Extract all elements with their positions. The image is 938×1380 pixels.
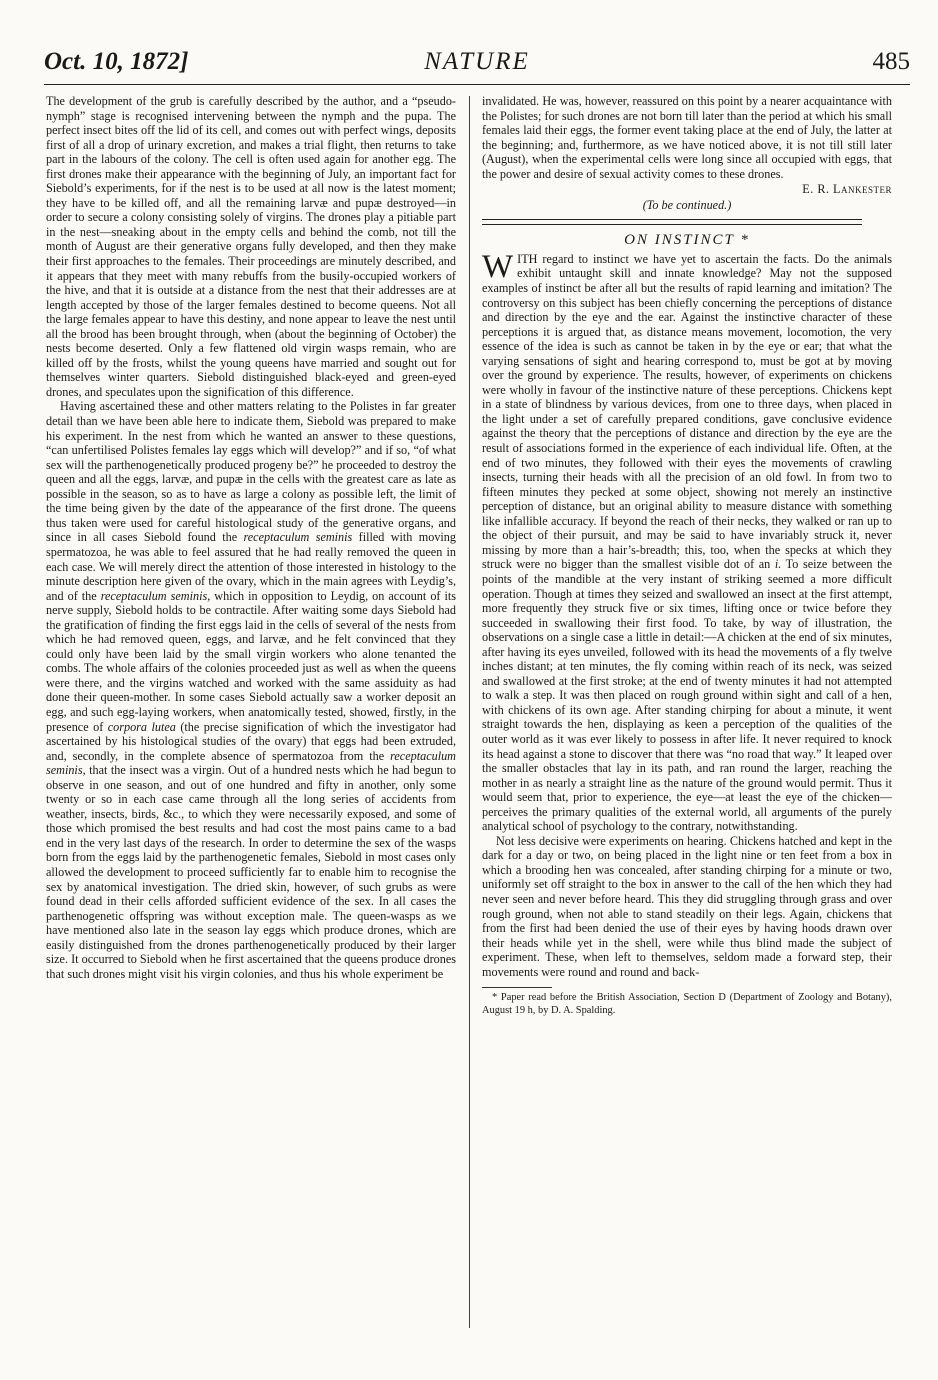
column-divider: [469, 96, 470, 1328]
footnote: * Paper read before the British Association, Section D (Department of Zoology and Botany), August 19 h, by D. A. Spalding.: [482, 992, 892, 1016]
page-header: [44, 42, 910, 86]
italic-term: receptaculum seminis: [243, 530, 353, 545]
paragraph-siebold-experiment: Having ascertained these and other matters relating to the Polistes in far greater detail than we have been able here to indicate them, Siebold was prepared to make his experiment. In the nest from which he wanted an answer to these questions, “can unfertilised Polistes females lay eggs which will develop?” and if so, “of what sex will the parthenogenetically produced progeny be?” he proceeded to destroy the queen and all the eggs, larvæ, and pupæ in the cells with the greatest care as late as possible in the season, so as to have as large a colony as possible left, the limit of the time being given by the date of the appearance of the first drone. The queens thus taken were used for careful histological study of the generative organs, and since in all cases Siebold found the receptaculum seminis filled with moving spermatozoa, he was able to feel assured that he had really removed the queen in each case. We will merely direct the attention of those interested in histology to the minute description here given of the ovary, which in the main agrees with Leydig’s, and of the receptaculum seminis, which in opposition to Leydig, on account of its nerve supply, Siebold holds to be contractile. After waiting some days Siebold had the gratification of finding the first eggs laid in the cells of several of the nests from which he had removed queen, eggs, and larvæ, and he felt convinced that they could only have been laid by the small virgin workers who alone tenanted the combs. The whole affairs of the colonies proceeded just as well as when the queens were there, and the virgins watched and worked with the same assiduity as had done their queen-mother. In some cases Siebold actually saw a worker deposit an egg, and such egg-laying workers, when anatomically tested, showed, firstly, in the presence of corpora lutea (the precise signification of which the investigator had ascertained by his histological studies of the ovary) that eggs had been extruded, and, secondly, in the complete absence of spermatozoa from the receptaculum seminis, that the insect was a virgin. Out of a hundred nests which he had begun to observe in one season, and out of one hundred and fifty in another, only some twenty or so in each case came through all the long series of accidents from weather, insects, birds, &c., to which they were necessarily exposed, and some of those which promised the best results and had cost the most pains came to a bad end in the very last days of the research. In order to determine the sex of the wasps born from the eggs laid by the parthenogenetic females, Siebold in most cases only allowed the development to proceed sufficiently far to enable him to recognise the sex by anatomical investigation. The dried skin, however, of such grubs as were found dead in their cells afforded sufficient evidence of the sex. In all cases the parthenogenetic offspring was without exception male. The queen-wasps as we have mentioned also late in the season lay eggs which produce drones, which are easily distinguished from the drones parthenogenetically produced by their larger size. It occurred to Siebold when he first ascertained that the queens produce drones that such drones might visit his virgin colonies, and thus his whole experiment be: [46, 399, 457, 981]
page-number: 485: [872, 48, 910, 75]
issue-date: Oct. 10, 1872]: [44, 48, 189, 75]
article-title: ON INSTINCT *: [624, 232, 750, 249]
section-double-rule: [482, 219, 862, 225]
right-column: [482, 94, 892, 1017]
italic-term: corpora lutea: [107, 719, 176, 734]
paragraph-instinct-sight: WITH regard to instinct we have yet to ascertain the facts. Do the animals exhibit untaught skill and innate knowledge? May not the supposed examples of instinct be after all but the results of rapid learning and imitation? The controversy on this subject has been chiefly concerning the perceptions of distance and direction by the eye and the ear. Against the instinctive character of these perceptions it is argued that, as distance means movement, locomotion, the very essence of the idea is such as cannot be taken in by the eye or ear; that what the varying sensations of sight and hearing correspond to, must be got at by moving over the ground by experience. The results, however, of experiments on chickens were wholly in favour of the instinctive nature of these perceptions. Chickens kept in a state of blindness by various devices, from one to three days, when placed in the light under a set of carefully prepared conditions, gave conclusive evidence against the theory that the perceptions of distance and direction by the eye are the result of associations formed in the experience of each individual life. Often, at the end of two minutes, they followed with their eyes the movements of crawling insects, turning their heads with all the precision of an old fowl. In from two to fifteen minutes they pecked at some object, showing not merely an instinctive perception of distance, but an original ability to measure distance with something like infallible accuracy. If beyond the reach of their necks, they walked or ran up to the object of their pursuit, and may be said to have invariably struck it, never missing by more than a hair’s-breadth; this, too, when the specks at which they struck were no bigger than the smallest visible dot of an i. To seize between the points of the mandible at the very instant of striking seemed a more difficult operation. Though at times they seized and swallowed an insect at the first attempt, more frequently they struck five or six times, lifting once or twice before they succeeded in swallowing their first food. To take, by way of illustration, the observations on a single case a little in detail:—A chicken at the end of six minutes, after having its eyes unveiled, followed with its head the movements of a fly twelve inches distant; at ten minutes, the fly coming within reach of its neck, was seized and swallowed at the first stroke; at the end of twenty minutes it had not attempted to walk a step. It was then placed on rough ground within sight and call of a hen, with chickens of its own age. After standing chirping for about a minute, it went straight towards the hen, displaying as keen a perception of the qualities of the outer world as it was ever likely to possess in after life. It never required to knock its head against a stone to discover that there was “no road that way.” It leaped over the smaller obstacles that lay in its path, and ran round the larger, reaching the mother in as nearly a straight line as the nature of the ground would permit. Thus it would seem that, prior to experience, the eye—at least the eye of the chicken—perceives the primary qualities of the external world, all arguments of the purely analytical school of psychology to the contrary, notwithstanding.: [482, 248, 892, 834]
journal-title: NATURE: [424, 48, 530, 75]
left-column: [46, 94, 456, 981]
paragraph-grub-development: The development of the grub is carefully described by the author, and a “pseudo-nymph” stage is recognised intervening between the nymph and the pupa. The perfect insect bites off the lid of its cell, and comes out with perfect wings, deposits first of all a drop of urinary excretion, and makes a trial flight, then returns to take part in the labours of the colony. The cell is often used again for another egg. The first drones make their appearance with the beginning of July, an important fact for Siebold’s experiments, for if the nest is to be used at all now is the latest moment; they have to be killed off, and all the remaining larvæ and pupæ destroyed—in order to secure a colony consisting solely of virgins. The drones play a pitiable part in the nest—sneaking about in the empty cells and behind the comb, not till the month of August are their generative organs fully developed, and then they make their first approaches to the females. Their proceedings are minutely described, and it appears that they meet with many rebuffs from the busily-occupied workers of the hive, and that it is outside at a distance from the nest that their addresses are at length accepted by those of the larger females destined to become queens. Not all the large females appear to have this destiny, and none appear to leave the nest until all the brood has been brought through, when (about the beginning of October) the nests become deserted. Only a few flattened old virgin wasps remain, who are killed off by the frosts, whilst the young queens have married and sought out for themselves winter quarters. Siebold distinguished black-eyed and green-eyed drones, and speculates upon the signification of this difference.: [46, 94, 456, 399]
to-be-continued: (To be continued.): [642, 197, 732, 212]
italic-term: receptaculum seminis,: [46, 748, 456, 778]
paragraph-continuation: invalidated. He was, however, reassured on this point by a nearer acquaintance with the Polistes; for such drones are not born till later than the period at which his small females laid their eggs, the former event taking place at the end of July, the latter at the beginning; and, furthermore, as we have noticed above, it is not till still later (August), when the experimental cells were long since all occupied with eggs, that the power and desire of sexual activity comes to these drones.: [482, 94, 892, 181]
paragraph-instinct-hearing: Not less decisive were experiments on hearing. Chickens hatched and kept in the dark for a day or two, on being placed in the light nine or ten feet from a box in which a brooding hen was concealed, after standing chirping for a minute or two, uniformly set off straight to the box in answer to the call of the hen which they had never seen and never before heard. This they did struggling through grass and over rough ground, when not able to stand steadily on their legs. Again, chickens that from the first had been denied the use of their eyes by having hoods drawn over their heads while yet in the shell, were while thus blind made the subject of experiment. These, when left to themselves, seldom made a forward step, their movements were round and round and back-: [482, 833, 892, 979]
italic-letter: i.: [774, 557, 782, 572]
footnote-rule: [482, 987, 552, 988]
drop-cap: W: [482, 248, 514, 285]
author-signature: E. R. Lankester: [802, 182, 892, 197]
header-rule: [44, 84, 910, 85]
italic-term: receptaculum seminis,: [100, 588, 211, 603]
